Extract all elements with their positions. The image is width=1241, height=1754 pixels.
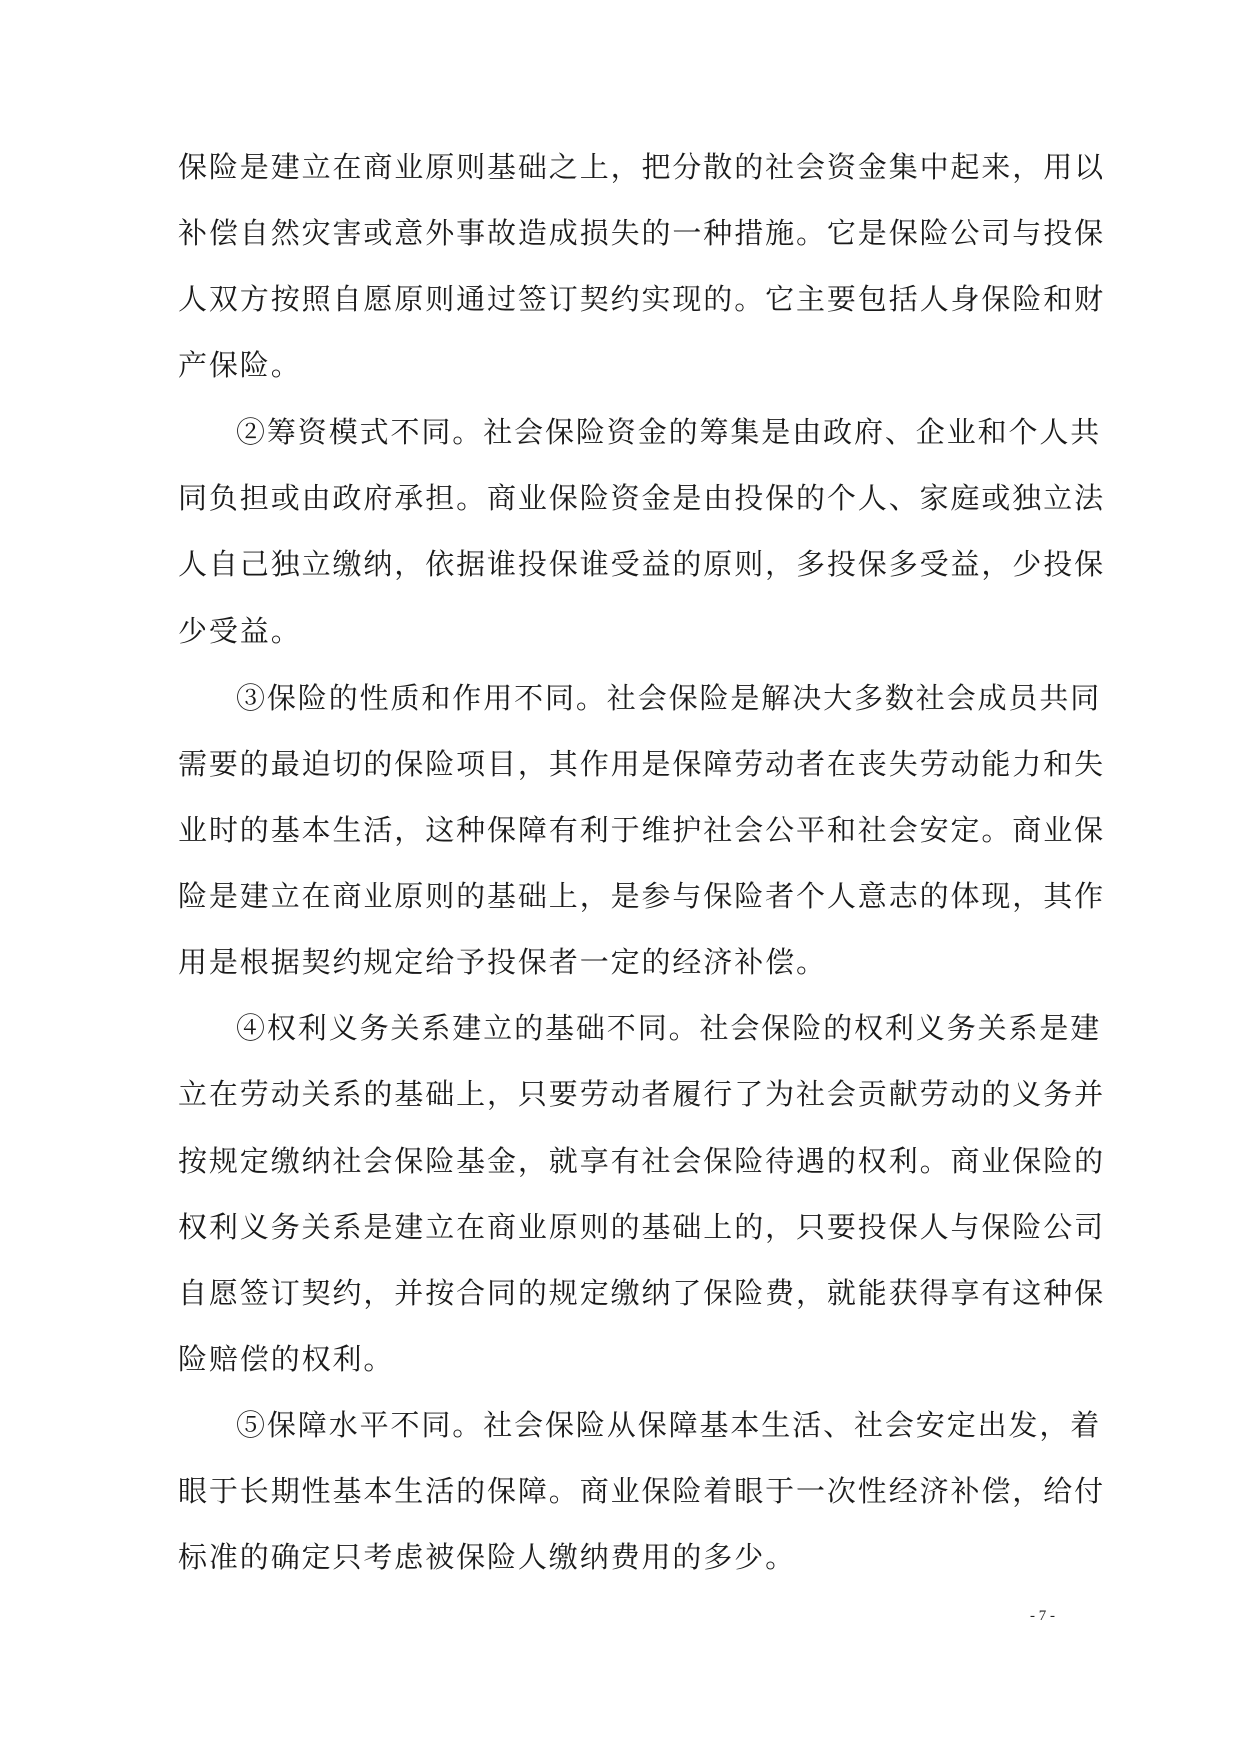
text-line: 少受益。 <box>178 614 302 648</box>
text-line: 需要的最迫切的保险项目，其作用是保障劳动者在丧失劳动能力和失 <box>178 747 1106 781</box>
text-line: 按规定缴纳社会保险基金，就享有社会保险待遇的权利。商业保险的 <box>178 1144 1106 1178</box>
text-line: 标准的确定只考虑被保险人缴纳费用的多少。 <box>178 1540 797 1574</box>
text-line: 产保险。 <box>178 348 302 382</box>
page-number: - 7 - <box>1030 1608 1055 1624</box>
text-line: 人自己独立缴纳，依据谁投保谁受益的原则，多投保多受益，少投保 <box>178 547 1106 581</box>
text-line: 立在劳动关系的基础上，只要劳动者履行了为社会贡献劳动的义务并 <box>178 1077 1106 1111</box>
text-line: 眼于长期性基本生活的保障。商业保险着眼于一次性经济补偿，给付 <box>178 1474 1106 1508</box>
text-line: 业时的基本生活，这种保障有利于维护社会公平和社会安定。商业保 <box>178 813 1106 847</box>
text-line: 保险是建立在商业原则基础之上，把分散的社会资金集中起来，用以 <box>178 150 1106 184</box>
text-line: ③保险的性质和作用不同。社会保险是解决大多数社会成员共同 <box>236 681 1102 715</box>
text-line: ④权利义务关系建立的基础不同。社会保险的权利义务关系是建 <box>236 1011 1102 1045</box>
text-line: 人双方按照自愿原则通过签订契约实现的。它主要包括人身保险和财 <box>178 282 1106 316</box>
text-line: 险赔偿的权利。 <box>178 1342 395 1376</box>
text-line: ②筹资模式不同。社会保险资金的筹集是由政府、企业和个人共 <box>236 415 1102 449</box>
text-line: 自愿签订契约，并按合同的规定缴纳了保险费，就能获得享有这种保 <box>178 1276 1106 1310</box>
text-line: 同负担或由政府承担。商业保险资金是由投保的个人、家庭或独立法 <box>178 481 1106 515</box>
text-line: 用是根据契约规定给予投保者一定的经济补偿。 <box>178 945 827 979</box>
text-line: 险是建立在商业原则的基础上，是参与保险者个人意志的体现，其作 <box>178 879 1106 913</box>
text-line: 补偿自然灾害或意外事故造成损失的一种措施。它是保险公司与投保 <box>178 216 1106 250</box>
text-line: ⑤保障水平不同。社会保险从保障基本生活、社会安定出发，着 <box>236 1408 1102 1442</box>
text-line: 权利义务关系是建立在商业原则的基础上的，只要投保人与保险公司 <box>178 1210 1106 1244</box>
